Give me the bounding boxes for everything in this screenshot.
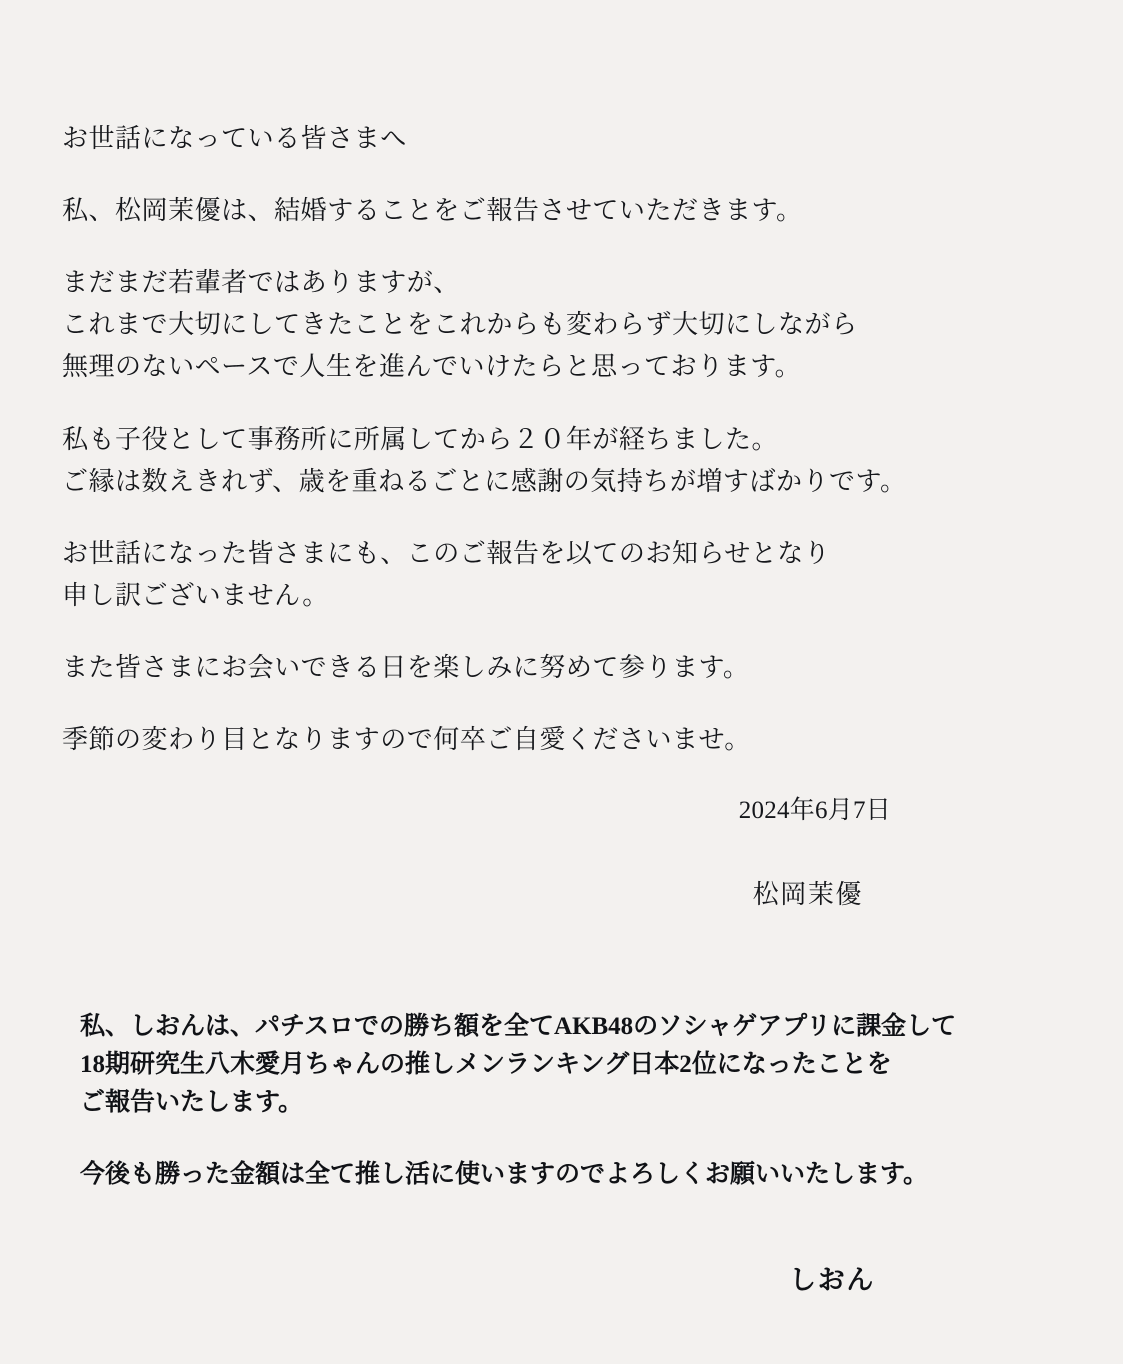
letter-line: ご縁は数えきれず、歳を重ねるごとに感謝の気持ちが増すばかりです。 [62,466,907,496]
letter-line: 季節の変わり目となりますので何卒ご自愛くださいませ。 [62,725,751,755]
letter-line: お世話になった皆さまにも、このご報告を以てのお知らせとなり [62,538,831,568]
letter-paragraph-humility [62,262,1063,388]
letter-line: 申し訳ございません。 [62,580,329,610]
letter-line: また皆さまにお会いできる日を楽しみに努めて参ります。 [62,652,750,682]
letter-paragraph-closing [62,719,1063,761]
note-paragraph-pledge [80,1156,1073,1194]
letter-signature-block [0,790,1063,911]
note-signature-name: しおん [789,1265,875,1295]
letter-paragraph-greeting [62,118,1063,160]
note-paragraph-report [80,1008,1073,1122]
parody-note-body [80,1008,1073,1228]
letter-paragraph-future [62,647,1063,689]
letter-line: 私、松岡茉優は、結婚することをご報告させていただきます。 [62,196,803,226]
letter-paragraph-apology [62,533,1063,617]
note-signature-block [0,1258,1063,1297]
note-line: 私、しおんは、パチスロでの勝ち額を全てAKB48のソシャゲアプリに課金して [80,1013,957,1040]
letter-line: お世話になっている皆さまへ [62,124,407,153]
letter-date: 2024年6月7日 [738,797,891,824]
letter-line: 私も子役として事務所に所属してから２０年が経ちました。 [62,424,779,454]
note-line: 18期研究生八木愛月ちゃんの推しメンランキング日本2位になったことを [80,1051,892,1078]
letter-signature-name: 松岡茉優 [752,880,863,909]
note-line: ご報告いたします。 [80,1089,304,1116]
letter-line: これまで大切にしてきたことをこれからも変わらず大切にしながら [62,310,858,340]
letter-line: 無理のないペースで人生を進んでいけたらと思っております。 [62,352,802,382]
note-line: 今後も勝った金額は全て推し活に使いますのでよろしくお願いいたします。 [80,1161,929,1188]
announcement-letter-body [62,118,1063,791]
letter-paragraph-career [62,419,1063,503]
letter-paragraph-announcement [62,190,1063,232]
letter-line: まだまだ若輩者ではありますが、 [62,268,460,298]
